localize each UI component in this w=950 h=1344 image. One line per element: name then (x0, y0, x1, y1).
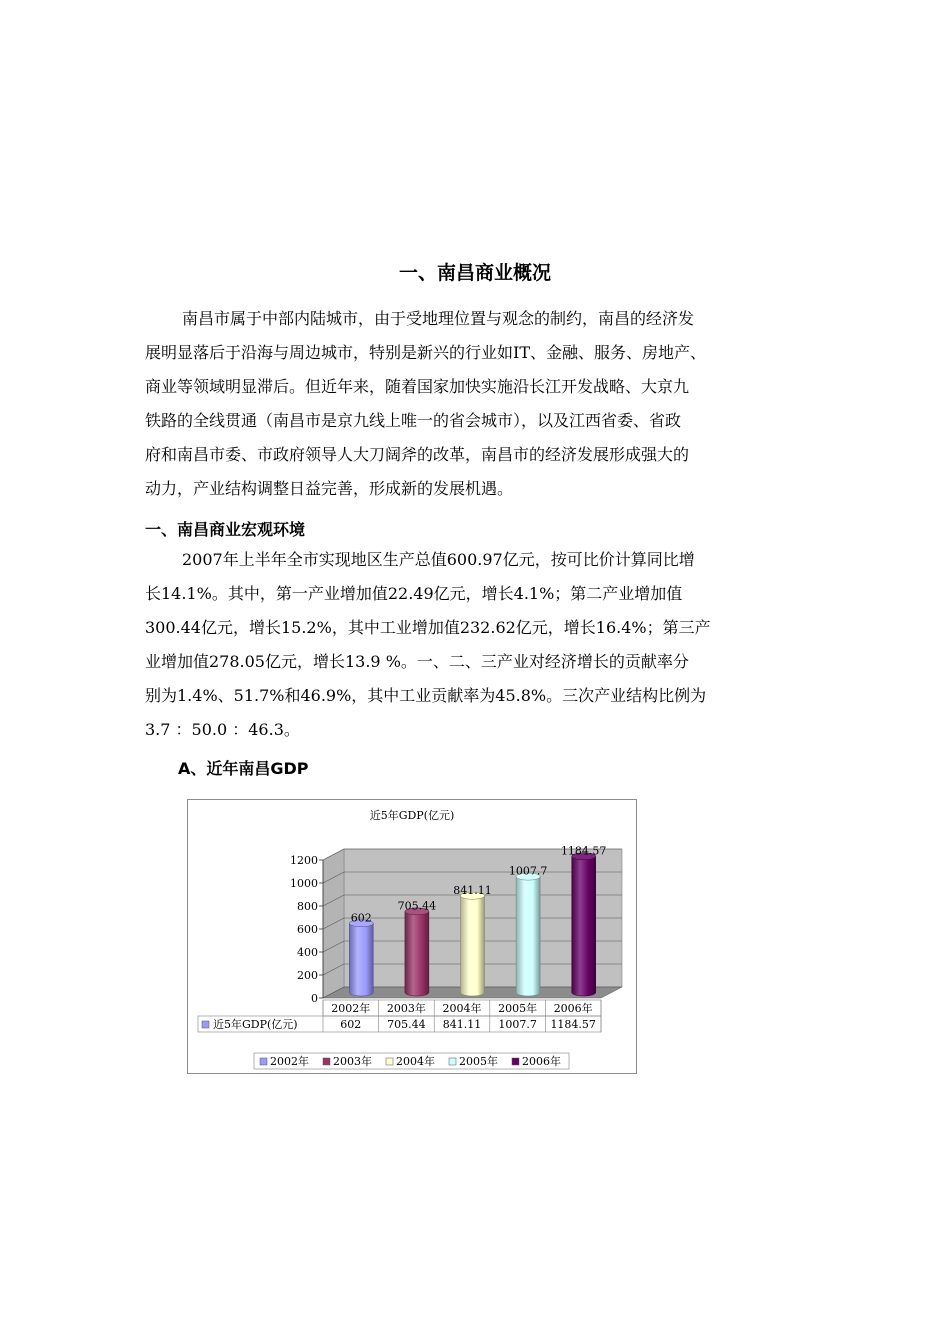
data-label: 1007.7 (508, 864, 548, 878)
table-series-name: 近5年GDP(亿元) (213, 1018, 298, 1031)
text-line: 别为1.4%、51.7%和46.9%，其中工业贡献率为45.8%。三次产业结构比例为 (145, 686, 707, 705)
bar-2005年 (516, 877, 540, 996)
y-tick-label: 200 (297, 969, 318, 982)
table-series-swatch (202, 1021, 209, 1028)
text-line: 府和南昌市委、市政府领导人大刀阔斧的改革，南昌市的经济发展形成强大的 (145, 445, 690, 464)
table-value: 1184.57 (550, 1018, 596, 1031)
table-value: 602 (340, 1018, 362, 1031)
y-tick-label: 600 (297, 923, 318, 936)
bar-2003年 (405, 911, 429, 996)
table-value: 1007.7 (498, 1018, 537, 1031)
page-title: 一、南昌商业概况 (398, 262, 551, 284)
legend-swatch (323, 1058, 330, 1065)
legend-label: 2005年 (459, 1055, 498, 1068)
text-line: 长14.1%。其中，第一产业增加值22.49亿元，增长4.1%；第二产业增加值 (145, 584, 683, 603)
legend-label: 2002年 (270, 1055, 309, 1068)
text-line: 商业等领域明显滞后。但近年来，随着国家加快实施沿长江开发战略、大京九 (145, 377, 690, 396)
bar-2004年 (461, 896, 485, 996)
y-tick-label: 400 (297, 946, 318, 959)
x-category-label: 2002年 (331, 1002, 371, 1015)
text-line: 300.44亿元，增长15.2%，其中工业增加值232.62亿元，增长16.4%；第三产 (145, 618, 711, 637)
x-category-label: 2005年 (498, 1002, 538, 1015)
section-heading: 一、南昌商业宏观环境 (145, 520, 306, 539)
chart-title: 近5年GDP(亿元) (369, 809, 455, 822)
economy-paragraph (145, 543, 825, 747)
legend-swatch (386, 1058, 393, 1065)
data-label: 841.11 (453, 883, 492, 897)
bar-2002年 (349, 923, 373, 996)
text-line: 铁路的全线贯通（南昌市是京九线上唯一的省会城市），以及江西省委、省政 (145, 411, 682, 430)
y-tick-label: 0 (311, 992, 318, 1005)
data-label: 705.44 (397, 899, 437, 913)
y-tick-label: 800 (297, 900, 318, 913)
gdp-chart (187, 799, 637, 1074)
legend-label: 2003年 (333, 1055, 372, 1068)
x-category-label: 2004年 (442, 1002, 482, 1015)
table-value: 705.44 (387, 1018, 426, 1031)
data-label: 602 (350, 911, 372, 925)
legend-swatch (260, 1058, 267, 1065)
text-line: 2007年上半年全市实现地区生产总值600.97亿元，按可比价计算同比增 (182, 550, 695, 569)
text-line: 3.7 ：50.0 ：46.3。 (145, 720, 300, 739)
legend-label: 2006年 (522, 1055, 561, 1068)
text-line: 动力，产业结构调整日益完善，形成新的发展机遇。 (145, 479, 514, 498)
chart-heading: A、近年南昌GDP (178, 759, 309, 778)
x-category-label: 2006年 (553, 1002, 593, 1015)
x-category-label: 2003年 (386, 1002, 426, 1015)
text-line: 业增加值278.05亿元，增长13.9 %。一、二、三产业对经济增长的贡献率分 (145, 652, 689, 671)
legend-swatch (449, 1058, 456, 1065)
text-line: 展明显落后于沿海与周边城市，特别是新兴的行业如IT、金融、服务、房地产、 (145, 343, 706, 362)
gdp-chart-svg (188, 800, 636, 1073)
text-line: 南昌市属于中部内陆城市，由于受地理位置与观念的制约，南昌的经济发 (182, 309, 695, 328)
data-label: 1184.57 (560, 844, 607, 858)
y-tick-label: 1200 (290, 854, 318, 867)
legend-swatch (512, 1058, 519, 1065)
table-value: 841.11 (442, 1018, 482, 1031)
legend-label: 2004年 (396, 1055, 435, 1068)
bar-2006年 (572, 856, 596, 996)
y-tick-label: 1000 (290, 877, 318, 890)
intro-paragraph (145, 302, 825, 506)
